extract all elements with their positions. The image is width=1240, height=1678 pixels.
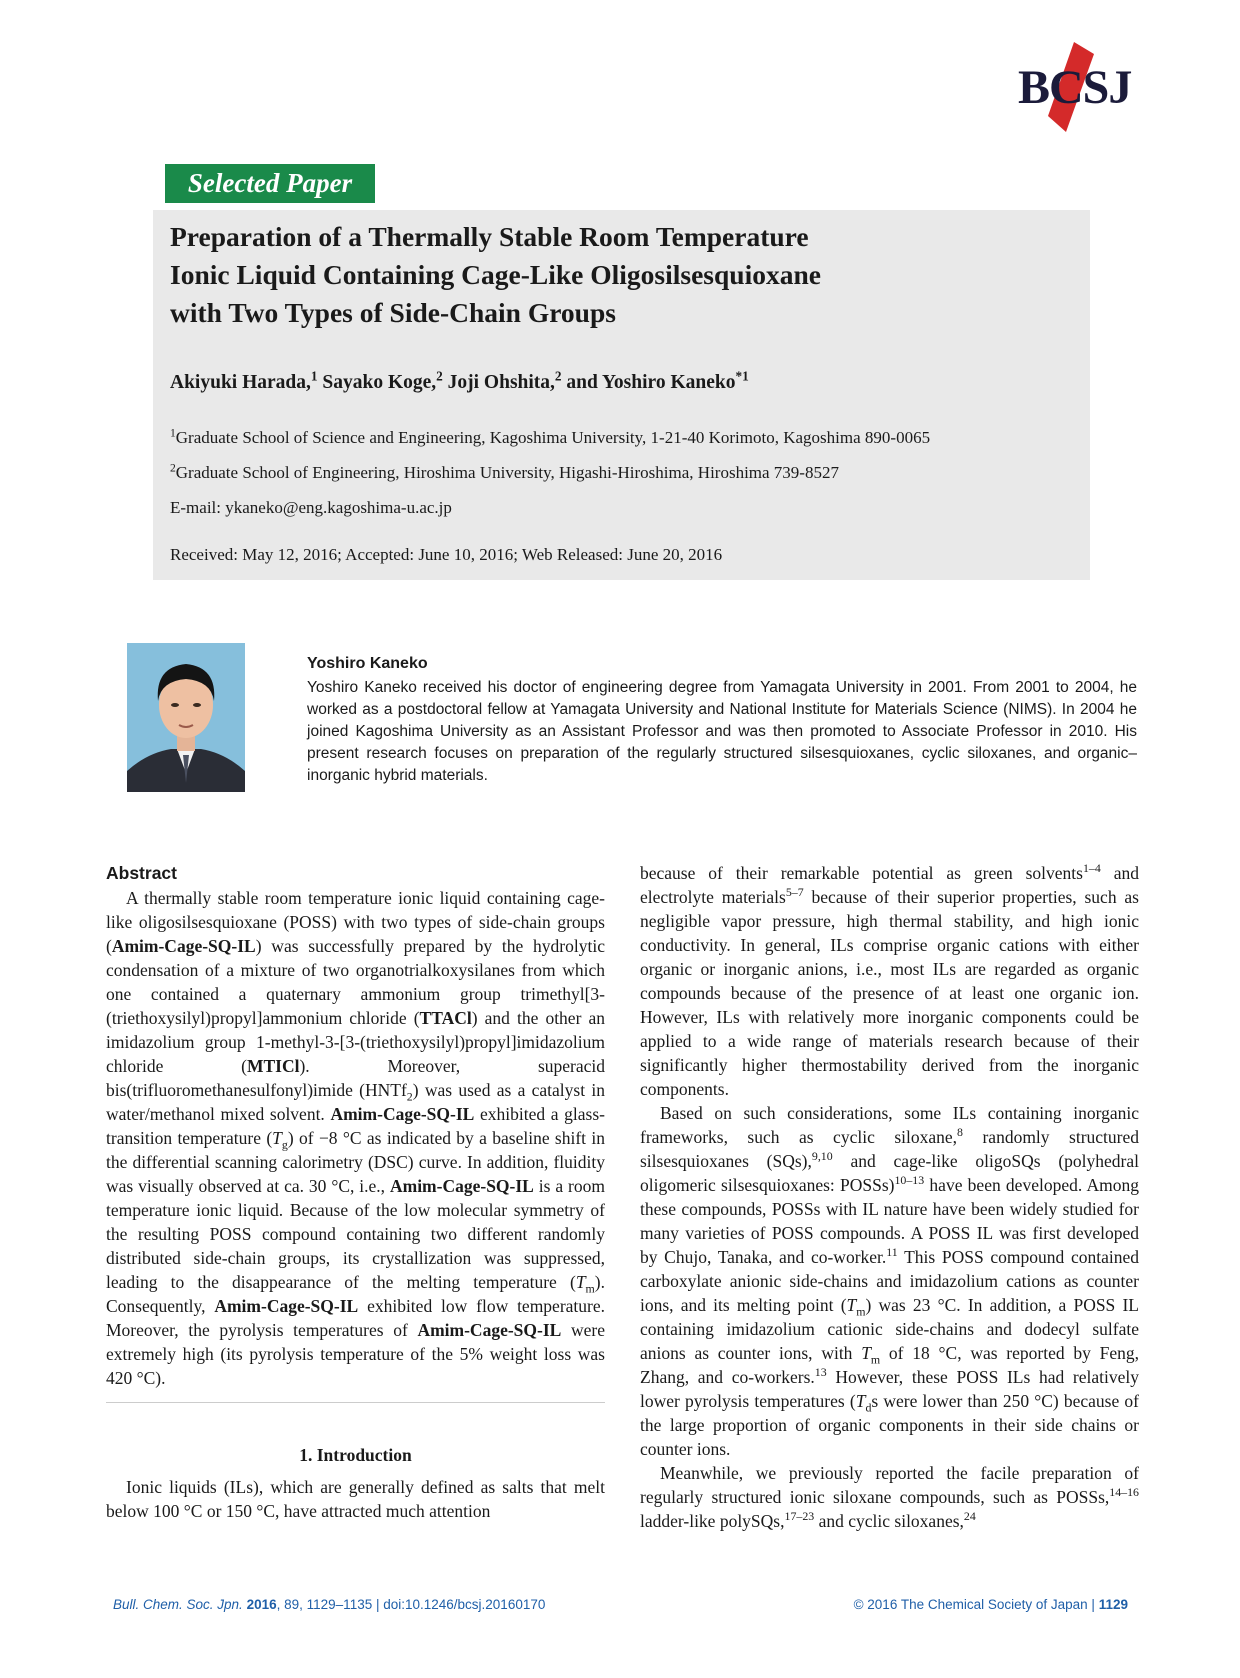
author-name: and Yoshiro Kaneko: [566, 372, 736, 393]
intro-paragraph: Based on such considerations, some ILs containing inorganic frameworks, such as cyclic siloxane,$^8$ randomly structured silsesquioxanes (SQs),$^{9,10}$ and cage-like oligoSQs (polyhedral oligomeric silsesquioxanes: POSSs)$^{10-13}$ have been developed. Among these compounds, POSSs with IL nature have been widely studied for many varieties of POSS compounds. A POSS IL was first developed by Chujo, Tanaka, and co-worker.$^{11}$ This POSS compound contained carboxylate anionic side-chains and imidazolium cations as counter ions, and its melting point $(T_m)$ was 23 °C. In addition, a POSS IL containing imidazolium cationic side-chains and dodecyl sulfate anions as counter ions, with $T_m$ of 18 °C, was reported by Feng, Zhang, and co-workers.$^{13}$ However, these POSS ILs had relatively lower pyrolysis temperatures ($T_ds$ were lower than 250 °C) because of the large proportion of organic components in their side chains or counter ions.: [640, 1103, 1139, 1459]
abstract-divider: [106, 1402, 605, 1403]
author-photo-illustration: [127, 643, 245, 792]
intro-paragraph-cont: because of their remarkable potential as green solvents$^{1-4}$ and electrolyte materials$^{5-7}$ because of their superior properties, such as negligible vapor pressure, high thermal stability, and high ionic conductivity. In general, ILs comprise organic cations with either organic or inorganic anions, i.e., most ILs are regarded as organic compounds because of the presence of at least one organic ion. However, ILs with relatively more inorganic components could be applied to a wide range of materials research because of their significantly higher thermostability derived from the inorganic components.: [640, 861, 1139, 1099]
title-line: Preparation of a Thermally Stable Room Temperature: [170, 221, 809, 252]
title-line: Ionic Liquid Containing Cage-Like Oligosilsesquioxane: [170, 259, 821, 290]
author-sup: *1: [735, 368, 749, 384]
author-sup: 2: [554, 368, 562, 384]
title-line: with Two Types of Side-Chain Groups: [170, 297, 616, 328]
page-number: 1129: [1098, 1597, 1128, 1612]
author-sup: 1: [310, 368, 318, 384]
author-name: Akiyuki Harada,: [170, 372, 311, 393]
journal-logo: [1018, 42, 1138, 132]
author-name: Joji Ohshita,: [447, 372, 555, 393]
abstract-heading: Abstract: [106, 863, 177, 883]
paper-title: [170, 218, 1050, 332]
author-list: [170, 368, 749, 394]
affiliation: [170, 428, 930, 448]
intro-paragraph: Meanwhile, we previously reported the facile preparation of regularly structured ionic siloxane compounds, such as POSSs,$^{14-16}$ ladder-like polySQs,$^{17-23}$ and cyclic siloxanes,$^{24}$: [640, 1463, 1139, 1531]
bio-text: Yoshiro Kaneko received his doctor of engineering degree from Yamagata University in 2001. From 2001 to 2004, he worked as a postdoctoral fellow at Yamagata University and National Institute for Materials Science (NIMS). In 2004 he joined Kagoshima University as an Assistant Professor and was then promoted to Associate Professor in 2010. His present research focuses on preparation of the regularly structured silsesquioxanes, cyclic siloxanes, and organic–inorganic hybrid materials.: [307, 679, 1137, 784]
citation-footer: Bull. Chem. Soc. Jpn. 2016, 89, 1129–1135 | doi:10.1246/bcsj.20160170: [113, 1597, 546, 1612]
logo-text: BCSJ: [1018, 61, 1132, 114]
author-photo: [127, 643, 245, 792]
right-column: [640, 861, 1139, 1533]
left-column: [106, 861, 605, 1523]
affiliation: [170, 463, 839, 483]
email: E-mail: ykaneko@eng.kagoshima-u.ac.jp: [170, 498, 452, 517]
intro-paragraph: Ionic liquids (ILs), which are generally defined as salts that melt below 100 °C or 150 °C, have attracted much attention: [106, 1477, 605, 1521]
dates: Received: May 12, 2016; Accepted: June 10, 2016; Web Released: June 20, 2016: [170, 545, 723, 564]
abstract-text: A thermally stable room temperature ionic liquid containing cage-like oligosilsesquioxane (POSS) with two types of side-chain groups (Amim-Cage-SQ-IL) was successfully prepared by the hydrolytic condensation of a mixture of two organotrialkoxysilanes from which one contained a quaternary ammonium group trimethyl[3-(triethoxysilyl)propyl]ammonium chloride (TTACl) and the other an imidazolium group 1-methyl-3-[3-(triethoxysilyl)propyl]imidazolium chloride (MTICl). Moreover, superacid bis(trifluoromethanesulfonyl)imide (HNTf$_2$) was used as a catalyst in water/methanol mixed solvent. Amim-Cage-SQ-IL exhibited a glass-transition temperature $(T_g)$ of −8 °C as indicated by a baseline shift in the differential scanning calorimetry (DSC) curve. In addition, fluidity was visually observed at ca. 30 °C, i.e., Amim-Cage-SQ-IL is a room temperature ionic liquid. Because of the low molecular symmetry of the resulting POSS compound containing two different randomly distributed side-chain groups, its crystallization was suppressed, leading to the disappearance of the melting temperature $(T_m)$. Consequently, Amim-Cage-SQ-IL exhibited low flow temperature. Moreover, the pyrolysis temperatures of Amim-Cage-SQ-IL were extremely high (its pyrolysis temperature of the 5% weight loss was 420 °C).: [106, 888, 606, 1388]
affil-text: Graduate School of Engineering, Hiroshima University, Higashi-Hiroshima, Hiroshima 739-8527: [175, 463, 839, 482]
affil-text: Graduate School of Science and Engineering, Kagoshima University, 1-21-40 Korimoto, Kagoshima 890-0065: [175, 428, 931, 447]
selected-paper-tag: Selected Paper: [165, 164, 375, 203]
author-sup: 2: [436, 368, 443, 384]
bio-name: Yoshiro Kaneko: [307, 655, 428, 672]
affil-sup: 2: [170, 461, 176, 475]
introduction-heading: 1. Introduction: [299, 1445, 412, 1465]
author-name: Sayako Koge,: [322, 372, 437, 393]
copyright-footer: © 2016 The Chemical Society of Japan | 1129: [853, 1597, 1128, 1612]
affil-sup: 1: [170, 426, 176, 440]
